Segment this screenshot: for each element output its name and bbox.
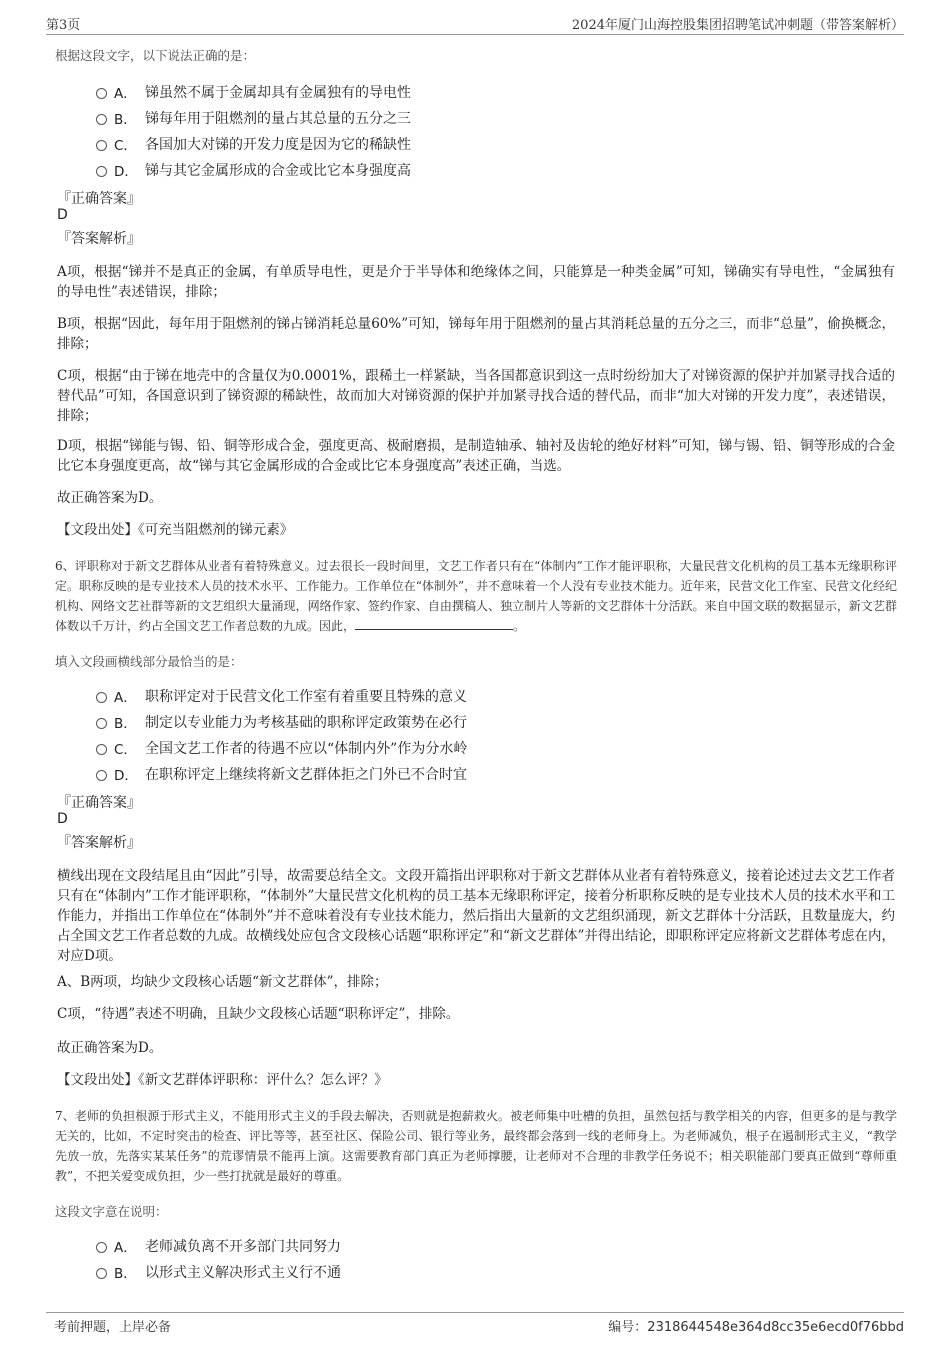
radio-icon[interactable]	[96, 140, 107, 151]
option-letter: A．	[114, 690, 137, 706]
option-letter: D．	[114, 164, 138, 180]
option-text: 全国文艺工作者的待遇不应以“体制内外”作为分水岭	[145, 741, 468, 757]
radio-icon[interactable]	[96, 692, 107, 703]
q6-stem-text: 6、评职称对于新文艺群体从业者有着特殊意义。过去很长一段时间里，文艺工作者只有在“体制内”工作才能评职称，大量民营文化机构的员工基本无缘职称评定。职称反映的是专业技术人员的技术水平、工作能力。工作单位在“体制外”，并不意味着一个人没有专业技术能力。近年来，民营文化工作室、民营文化经纪机构、网络文艺社群等新的文艺组织大量涌现，网络作家、签约作家、自由撰稿人、独立制片人等新的文艺群体十分活跃。来自中国文联的数据显示，新文艺群体数以千万计，约占全国文艺工作者总数的九成。因此，	[55, 559, 897, 633]
footer-slogan: 考前押题，上岸必备	[54, 1320, 172, 1335]
option-text: 锑与其它金属形成的合金或比它本身强度高	[145, 163, 411, 179]
radio-icon[interactable]	[96, 114, 107, 125]
q5-answer: D	[57, 207, 68, 223]
fill-in-blank	[355, 617, 513, 630]
option-text: 在职称评定上继续将新文艺群体拒之门外已不合时宜	[145, 767, 467, 783]
q5-conclusion: 故正确答案为D。	[57, 490, 163, 506]
page-header	[46, 12, 904, 35]
radio-icon[interactable]	[96, 770, 107, 781]
option-letter: C．	[114, 138, 137, 154]
q6-answer: D	[57, 811, 68, 827]
document-title: 2024年厦门山海控股集团招聘笔试冲刺题（带答案解析）	[571, 18, 904, 33]
q5-analysis-c: C项，根据“由于锑在地壳中的含量仅为0.0001%，跟稀土一样紧缺，当各国都意识到这一点时纷纷加大了对锑资源的保护并加紧寻找合适的替代品”可知，各国意识到了锑资源的稀缺性，故而加大对锑资源的保护并加紧寻找合适的替代品，而非“加大对锑的开发力度”，表述错误，排除；	[57, 368, 895, 424]
option-letter: B．	[114, 1266, 137, 1282]
radio-icon[interactable]	[96, 1242, 107, 1253]
radio-icon[interactable]	[96, 744, 107, 755]
document-code	[608, 1316, 904, 1335]
option-text: 老师减负离不开多部门共同努力	[145, 1239, 341, 1255]
option-text: 以形式主义解决形式主义行不通	[145, 1265, 341, 1281]
q6-stem	[55, 556, 897, 636]
q5-answer-label: 『正确答案』	[57, 191, 141, 207]
q5-analysis-a: A项，根据“锑并不是真正的金属，有单质导电性，更是介于半导体和绝缘体之间，只能算是一种类金属”可知，锑确实有导电性，“金属独有的导电性”表述错误，排除；	[57, 264, 895, 300]
q6-source: 【文段出处】《新文艺群体评职称：评什么？怎么评？》	[57, 1072, 388, 1088]
radio-icon[interactable]	[96, 88, 107, 99]
option-letter: B．	[114, 716, 137, 732]
option-text: 职称评定对于民营文化工作室有着重要且特殊的意义	[145, 689, 467, 705]
page-number: 第3页	[46, 18, 81, 33]
option-letter: A．	[114, 86, 137, 102]
q6-prompt: 填入文段画横线部分最恰当的是：	[55, 654, 243, 669]
q5-analysis-d: D项，根据“锑能与锡、铅、铜等形成合金，强度更高、极耐磨损，是制造轴承、轴衬及齿轮的绝好材料”可知，锑与锡、铅、铜等形成的合金比它本身强度更高，故“锑与其它金属形成的合金或比它本身强度高”表述正确，当选。	[57, 438, 895, 474]
q6-answer-label: 『正确答案』	[57, 795, 141, 811]
q6-analysis-c: C项，“待遇”表述不明确，且缺少文段核心话题“职称评定”，排除。	[57, 1006, 460, 1022]
page-footer	[46, 1312, 904, 1335]
option-text: 制定以专业能力为考核基础的职称评定政策势在必行	[145, 715, 467, 731]
option-letter: B．	[114, 112, 137, 128]
option-text: 各国加大对锑的开发力度是因为它的稀缺性	[145, 137, 411, 153]
q6-analysis-label: 『答案解析』	[57, 835, 141, 851]
code-label: 编号：	[608, 1320, 648, 1335]
q7-prompt: 这段文字意在说明：	[55, 1204, 168, 1219]
q5-prompt: 根据这段文字，以下说法正确的是：	[55, 48, 256, 63]
option-letter: C．	[114, 742, 137, 758]
option-letter: D．	[114, 768, 138, 784]
q6-analysis-ab: A、B两项，均缺少文段核心话题“新文艺群体”，排除；	[57, 974, 388, 990]
q6-conclusion: 故正确答案为D。	[57, 1040, 163, 1056]
radio-icon[interactable]	[96, 166, 107, 177]
radio-icon[interactable]	[96, 1268, 107, 1279]
code-value: 2318644548e364d8cc35e6ecd0f76bbd	[647, 1320, 904, 1335]
q5-analysis-label: 『答案解析』	[57, 231, 141, 247]
q5-analysis-b: B项，根据“因此，每年用于阻燃剂的锑占锑消耗总量60%”可知，锑每年用于阻燃剂的量占其消耗总量的五分之三，而非“总量”，偷换概念，排除；	[57, 316, 895, 352]
option-text: 锑每年用于阻燃剂的量占其总量的五分之三	[145, 111, 411, 127]
option-letter: A．	[114, 1240, 137, 1256]
q6-stem-end: 。	[513, 619, 526, 633]
q7-stem: 7、老师的负担根源于形式主义，不能用形式主义的手段去解决，否则就是抱薪救火。被老师集中吐槽的负担，虽然包括与教学相关的内容，但更多的是与教学无关的，比如，不定时突击的检查、评比等等，甚至社区、保险公司、银行等业务，最终都会落到一线的老师身上。为老师减负，根子在遏制形式主义，“教学先放一放，先落实某某任务”的荒谬情景不能再上演。这需要教育部门真正为老师撑腰，让老师对不合理的非教学任务说不；相关职能部门要真正做到“尊师重教”，不把关爱变成负担，少一些打扰就是最好的尊重。	[55, 1109, 897, 1183]
q6-analysis-main: 横线出现在文段结尾且由“因此”引导，故需要总结全文。文段开篇指出评职称对于新文艺群体从业者有着特殊意义，接着论述过去文艺工作者只有在“体制内”工作才能评职称，“体制外”大量民营文化机构的员工基本无缘职称评定，接着分析职称反映的是专业技术人员的技术水平和工作能力，并指出工作单位在“体制外”并不意味着没有专业技术能力，然后指出大量新的文艺组织涌现，新文艺群体十分活跃，且数量庞大，约占全国文艺工作者总数的九成。故横线处应包含文段核心话题“职称评定”和“新文艺群体”并得出结论，即职称评定应将新文艺群体考虑在内，对应D项。	[57, 868, 895, 964]
q5-source: 【文段出处】《可充当阻燃剂的锑元素》	[57, 522, 294, 538]
radio-icon[interactable]	[96, 718, 107, 729]
option-text: 锑虽然不属于金属却具有金属独有的导电性	[145, 85, 411, 101]
